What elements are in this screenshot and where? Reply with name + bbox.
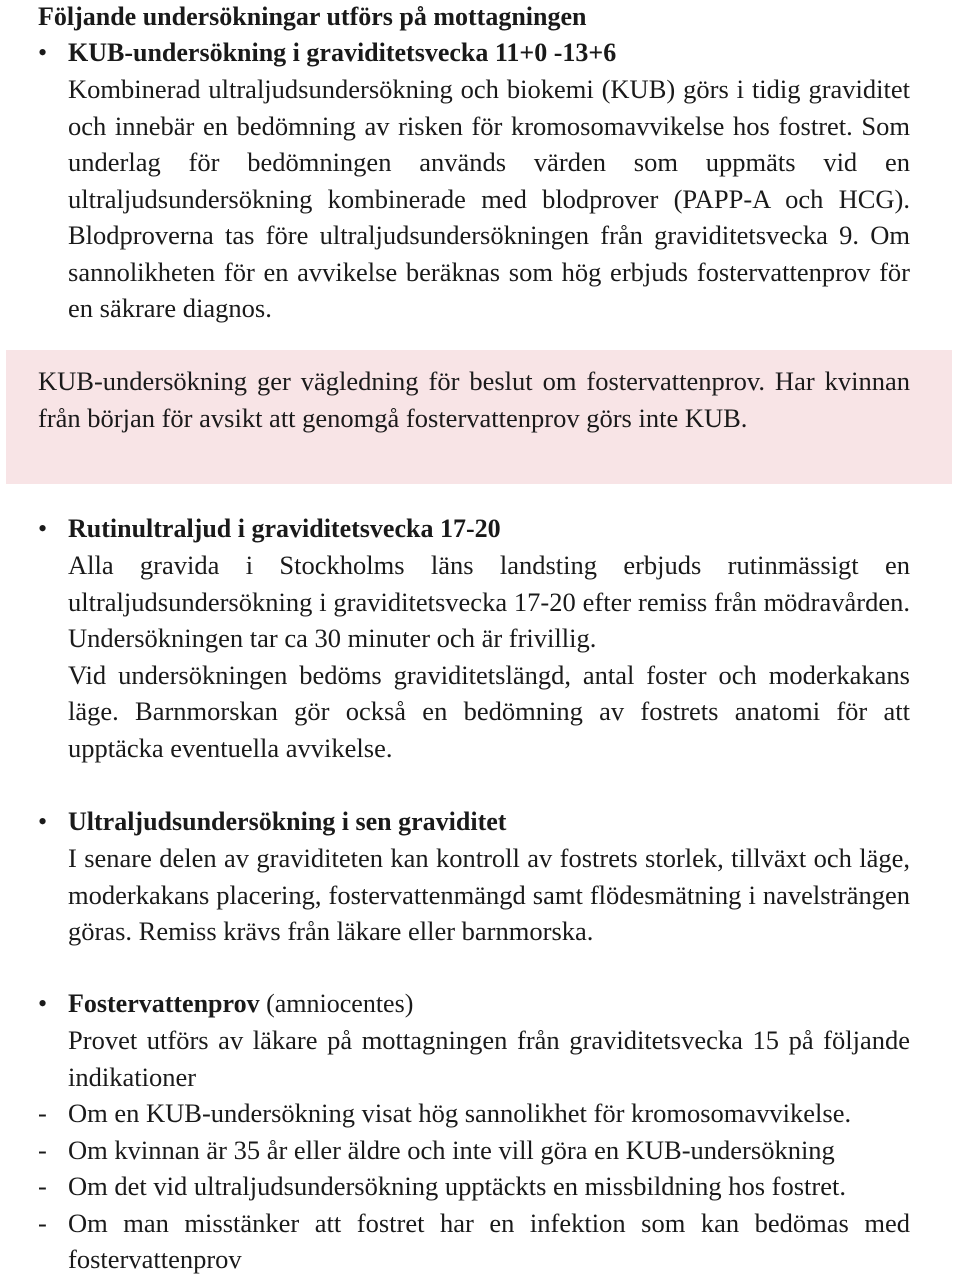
bullet-icon: • <box>38 514 48 543</box>
section-title-kub: KUB-undersökning i graviditetsvecka 11+0 -13+6 <box>68 38 617 67</box>
bullet-icon: • <box>38 807 48 836</box>
list-item: - Om kvinnan är 35 år eller äldre och inte vill göra en KUB-undersökning <box>38 1132 910 1169</box>
list-item: - Om man misstänker att fostret har en infektion som kan bedömas med fostervattenprov <box>38 1205 910 1278</box>
section-body-kub: Kombinerad ultraljudsundersökning och biokemi (KUB) görs i tidig graviditet och innebär en bedömning av risken för kromosomavvikelse hos fostret. Som underlag för bedömningen används värden som uppmäts vid en ultraljudsundersökning kombinerade med blodprover (PAPP-A och HCG). Blodproverna tas före ultraljudsundersökningen från graviditetsvecka 9. Om sannolikheten för en avvikelse beräknas som hög erbjuds fostervattenprov för en säkrare diagnos. <box>68 74 910 323</box>
section-body-sen: I senare delen av graviditeten kan kontroll av fostrets storlek, tillväxt och läge, moderkakans placering, fostervattenmängd samt flödesmätning i navelsträngen göras. Remiss krävs från läkare eller barnmorska. <box>68 843 910 946</box>
callout-text: KUB-undersökning ger vägledning för beslut om fostervattenprov. Har kvinnan från början för avsikt att genomgå fostervattenprov görs inte KUB. <box>38 366 910 433</box>
page-heading: Följande undersökningar utförs på mottagningen <box>38 2 587 31</box>
section-sen <box>38 803 910 950</box>
dash-marker: - <box>38 1171 47 1201</box>
list-item: - Om det vid ultraljudsundersökning upptäckts en missbildning hos fostret. <box>38 1168 910 1205</box>
dash-marker: - <box>38 1098 47 1128</box>
section-rutin <box>38 510 910 766</box>
list-item: - Om en KUB-undersökning visat hög sannolikhet för kromosomavvikelse. <box>38 1095 910 1132</box>
indication-list <box>38 1095 910 1278</box>
section-title-foster-suffix: (amniocentes) <box>259 989 414 1018</box>
dash-marker: - <box>38 1134 47 1165</box>
section-body-rutin-1: Alla gravida i Stockholms läns landsting erbjuds rutinmässigt en ultraljudsundersökning i graviditetsvecka 17-20 efter remiss från mödravården. Undersökningen tar ca 30 minuter och är frivillig. <box>68 550 910 653</box>
dash-marker: - <box>38 1207 47 1238</box>
bullet-icon: • <box>38 989 48 1018</box>
section-title-rutin: Rutinultraljud i graviditetsvecka 17-20 <box>68 514 501 543</box>
bullet-icon: • <box>38 38 48 67</box>
section-kub <box>38 34 910 327</box>
section-body-rutin-2: Vid undersökningen bedöms graviditetslängd, antal foster och moderkakans läge. Barnmorskan gör också en bedömning av fostrets anatomi för att upptäcka eventuella avvikelse. <box>68 659 910 763</box>
section-title-foster: Fostervattenprov <box>68 989 260 1018</box>
section-title-sen: Ultraljudsundersökning i sen graviditet <box>68 807 507 836</box>
section-foster <box>38 985 910 1278</box>
section-body-foster: Provet utförs av läkare på mottagningen från graviditetsvecka 15 på följande indikationer <box>68 1025 910 1092</box>
